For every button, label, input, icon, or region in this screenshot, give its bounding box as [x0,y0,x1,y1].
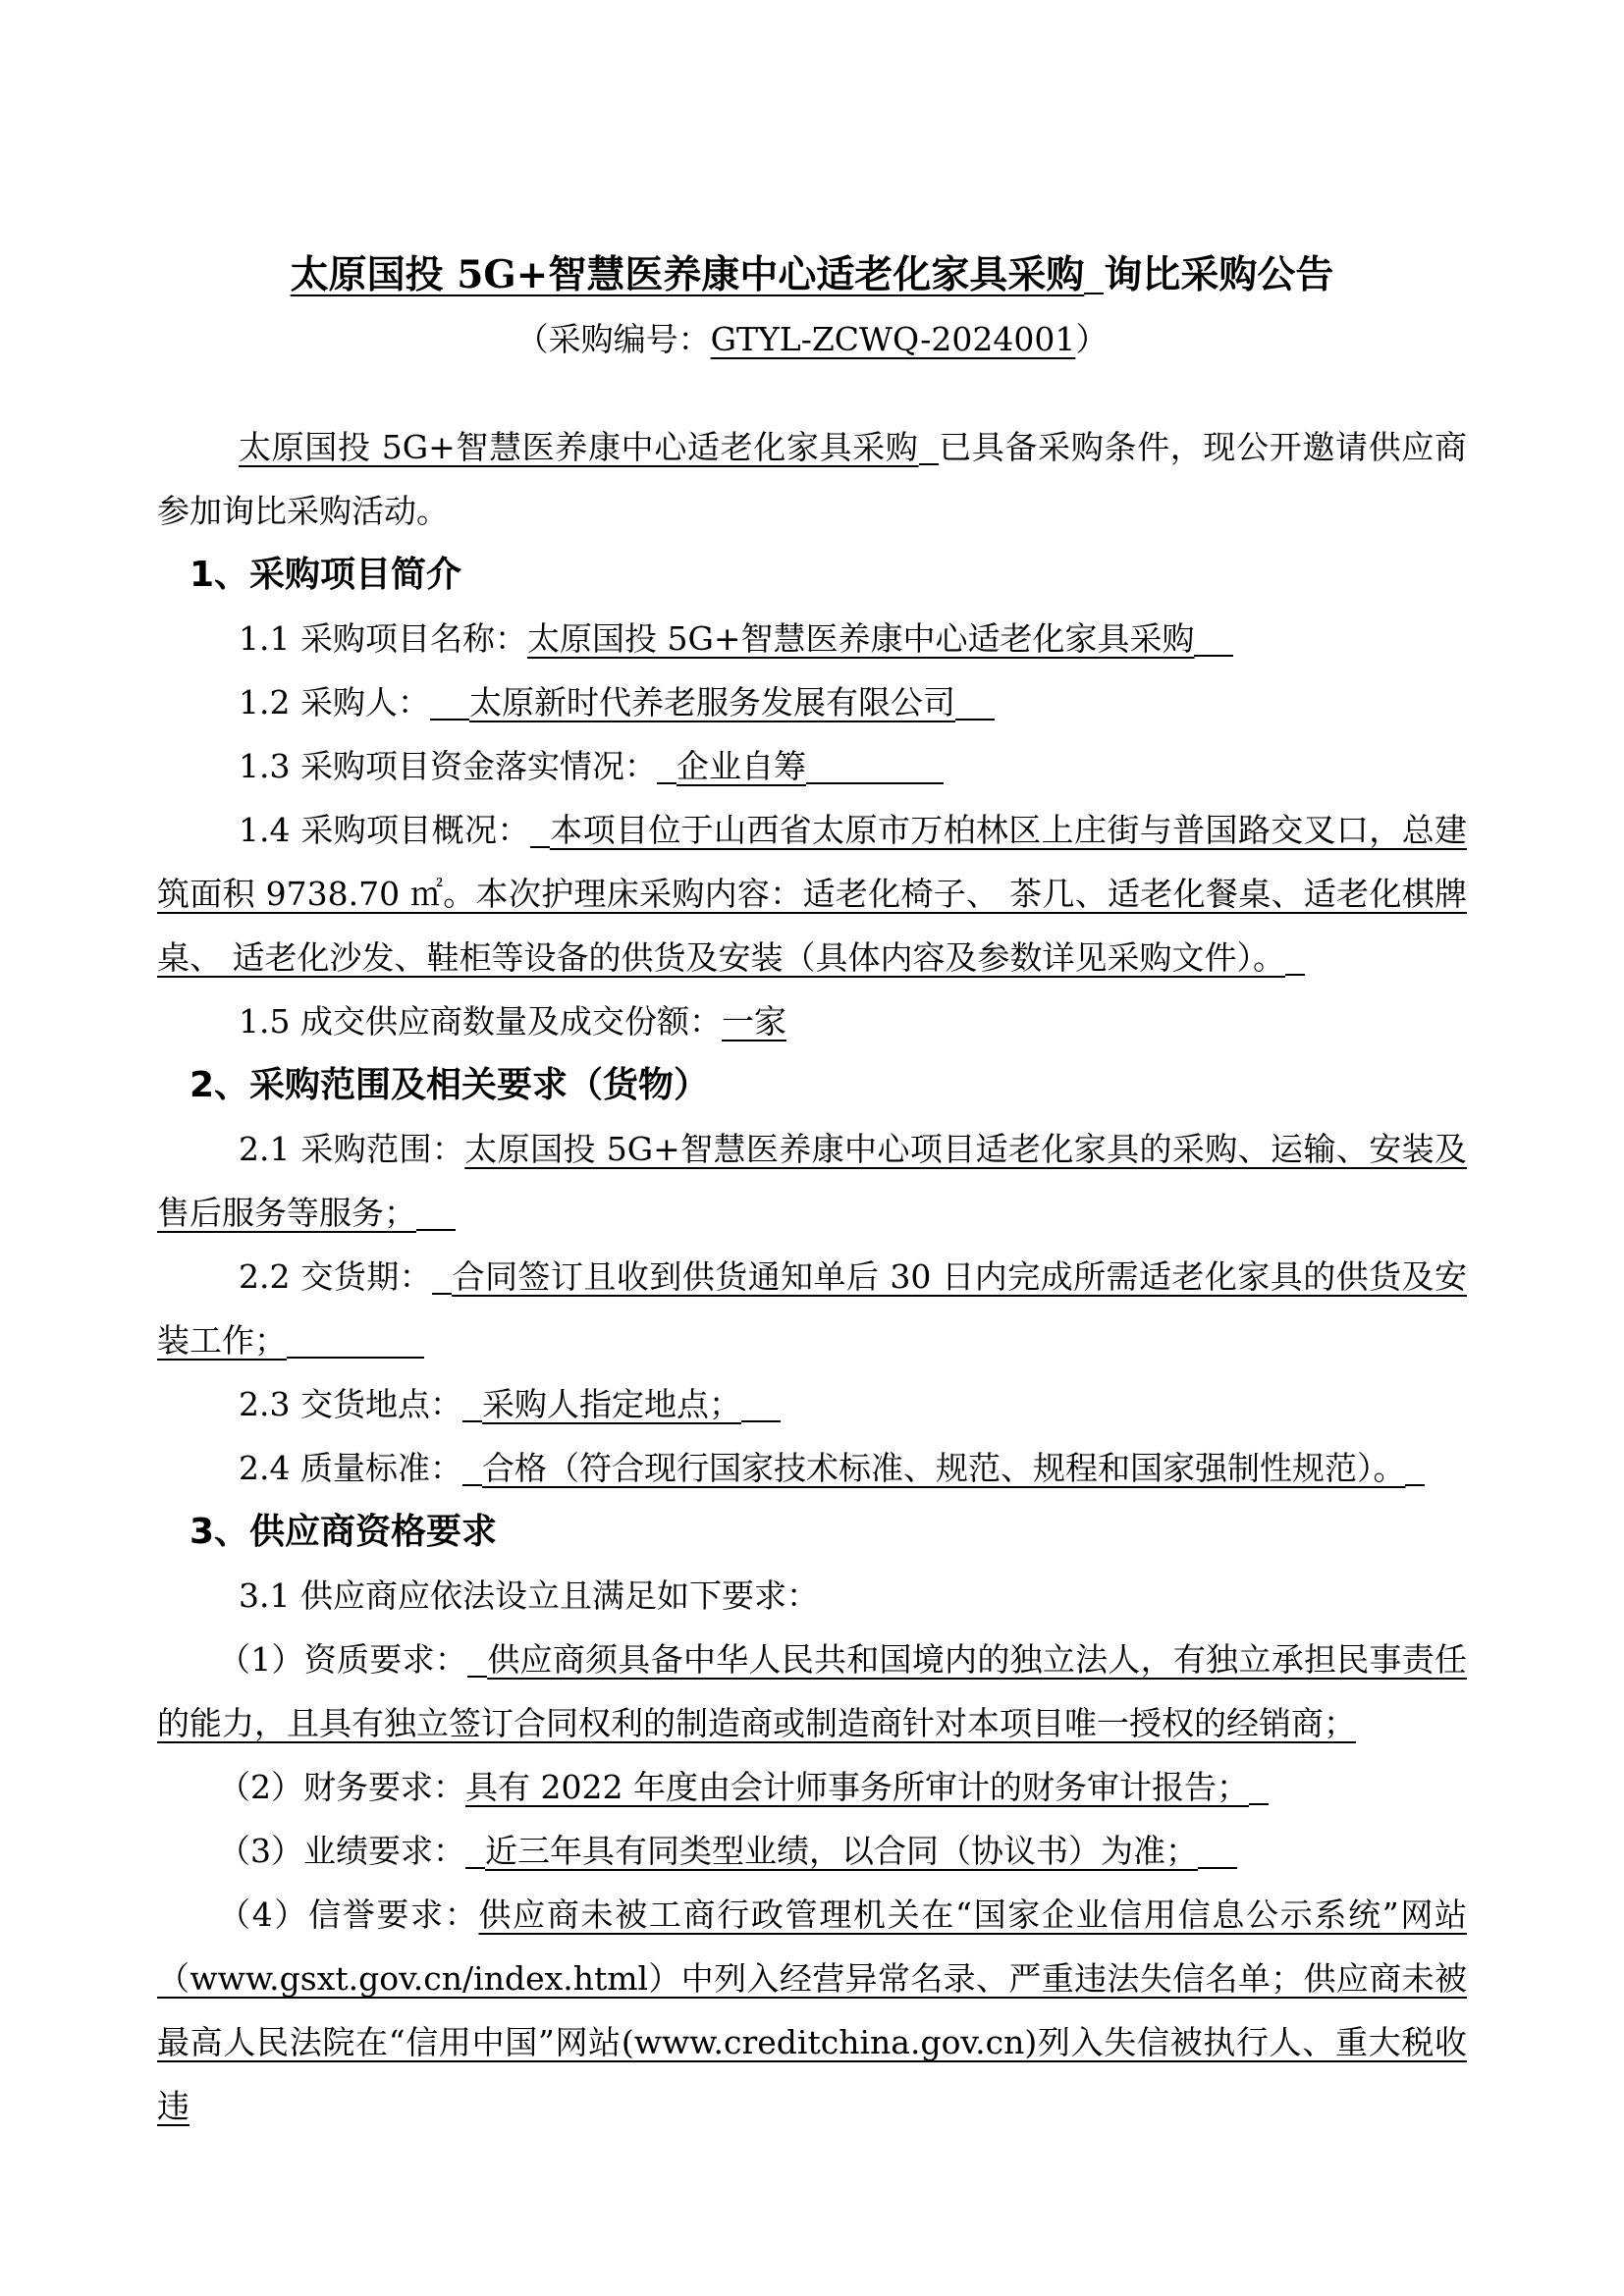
underline-extension [467,1646,487,1678]
item-1-1 [157,607,1467,670]
underline-extension [287,1327,424,1359]
intro-text: 已具备采购条件，现公开邀请供应商参加询比采购活动。 [157,428,1468,530]
item-1-1-value: 太原国投 5G+智慧医养康中心适老化家具采购 [526,619,1195,658]
item-1-2-label: 1.2 采购人： [239,683,430,721]
financial-requirement-value: 具有 2022 年度由会计师事务所审计的财务审计报告； [465,1768,1249,1806]
underline-extension [657,753,677,784]
document-title-plain: 询比采购公告 [1104,252,1334,297]
item-2-3-value: 采购人指定地点； [481,1385,741,1423]
section-1-heading: 1、采购项目简介 [189,555,462,595]
item-2-1 [157,1117,1467,1245]
underline-extension [462,1455,482,1486]
qualification-requirement [157,1628,1467,1755]
item-2-2-value: 合同签订且收到供货通知单后 30 日内完成所需适老化家具的供货及安装工作； [157,1257,1467,1360]
item-2-4 [157,1436,1467,1500]
credit-requirement-label: （4）信誉要求： [218,1896,479,1934]
financial-requirement-label: （2）财务要求： [218,1768,465,1806]
underline-extension [1405,1455,1425,1486]
intro-paragraph [157,415,1467,543]
document-title-underlined: 太原国投 5G+智慧医养康中心适老化家具采购 [290,252,1085,297]
underline-extension [741,1391,781,1422]
item-3-1: 3.1 供应商应依法设立且满足如下要求： [239,1576,819,1615]
procurement-number-line [157,307,1467,371]
underline-extension [806,753,944,784]
underline-extension [955,689,995,721]
underline-extension [1084,263,1104,294]
performance-requirement [157,1819,1467,1883]
intro-project-name: 太原国投 5G+智慧医养康中心适老化家具采购 [239,428,919,466]
item-1-5-label: 1.5 成交供应商数量及成交份额： [239,1002,722,1041]
item-1-3-label: 1.3 采购项目资金落实情况： [239,747,657,785]
item-2-4-label: 2.4 质量标准： [239,1449,462,1487]
underline-extension [1198,1838,1237,1869]
financial-requirement [157,1755,1467,1819]
underline-extension [919,434,939,465]
qualification-requirement-value: 供应商须具备中华人民共和国境内的独立法人，有独立承担民事责任的能力，且具有独立签订合同权利的制造商或制造商针对本项目唯一授权的经销商； [157,1640,1468,1742]
underline-extension [462,1391,482,1422]
item-1-2-value: 太原新时代养老服务发展有限公司 [468,683,955,721]
section-3-heading: 3、供应商资格要求 [189,1512,498,1552]
credit-requirement [157,1883,1467,2138]
procurement-number-code: GTYL-ZCWQ-2024001 [710,320,1076,358]
performance-requirement-label: （3）业绩要求： [218,1832,465,1870]
underline-extension [530,817,550,848]
item-1-4 [157,798,1467,989]
underline-extension [465,1838,485,1869]
underline-extension [432,1263,452,1295]
item-2-2 [157,1245,1467,1372]
item-2-3-label: 2.3 交货地点： [239,1385,462,1423]
credit-requirement-value: 供应商未被工商行政管理机关在“国家企业信用信息公示系统”网站（www.gsxt.gov.cn/index.html）中列入经营异常名录、严重违法失信名单；供应商未被最高人民法院在“信用中国”网站(www.creditchina.gov.cn)列入失信被执行人、重大税收违 [157,1896,1468,2125]
underline-extension [430,689,469,721]
procurement-number-suffix: ） [1075,320,1109,358]
item-2-1-value: 太原国投 5G+智慧医养康中心项目适老化家具的采购、运输、安装及售后服务等服务； [157,1130,1467,1232]
underline-extension [1285,944,1305,976]
item-1-4-label: 1.4 采购项目概况： [239,811,530,849]
qualification-requirement-label: （1）资质要求： [218,1640,468,1679]
underline-extension [1249,1774,1269,1805]
item-1-2 [157,670,1467,734]
procurement-number-prefix: （采购编号： [515,320,711,358]
underline-extension [416,1200,456,1231]
item-2-2-label: 2.2 交货期： [239,1257,433,1296]
item-1-5-value: 一家 [721,1002,786,1041]
section-2-heading: 2、采购范围及相关要求（货物） [189,1065,710,1105]
item-1-1-label: 1.1 采购项目名称： [239,619,527,658]
item-1-5 [157,989,1467,1053]
item-1-3 [157,734,1467,798]
item-2-4-value: 合格（符合现行国家技术标准、规范、规程和国家强制性规范）。 [481,1449,1406,1487]
item-1-4-value: 本项目位于山西省太原市万柏林区上庄街与普国路交叉口，总建筑面积 9738.70 ㎡。本次护理床采购内容：适老化椅子、 茶几、适老化餐桌、适老化棋牌桌、 适老化沙发、鞋柜等设备的供货及安装（具体内容及参数详见采购文件）。 [157,811,1467,977]
item-2-1-label: 2.1 采购范围： [239,1130,465,1168]
item-2-3 [157,1372,1467,1436]
underline-extension [1194,625,1233,657]
item-1-3-value: 企业自筹 [676,747,806,785]
performance-requirement-value: 近三年具有同类型业绩，以合同（协议书）为准； [485,1832,1198,1870]
document-title [157,243,1467,307]
